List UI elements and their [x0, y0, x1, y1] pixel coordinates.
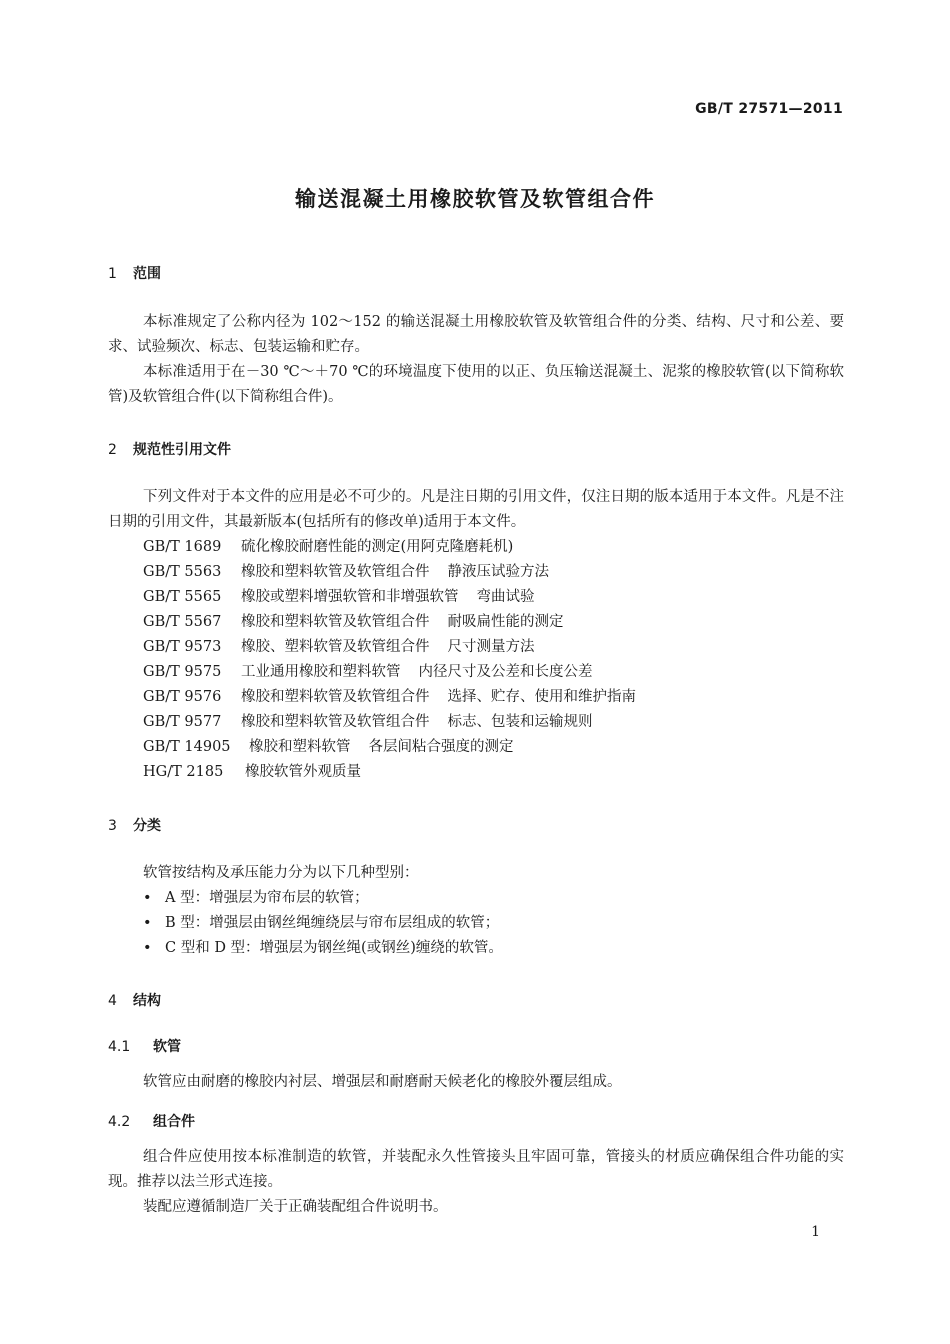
list-item — [143, 886, 369, 911]
reference-subtitle: 静液压试验方法 — [447, 564, 549, 580]
bullet-icon: • — [143, 915, 152, 931]
reference-subtitle: 内径尺寸及公差和长度公差 — [418, 664, 593, 680]
reference-item — [143, 735, 514, 760]
reference-title: 橡胶和塑料软管及软管组合件 — [241, 689, 430, 705]
reference-code: GB/T 9577 — [143, 714, 222, 730]
section-2-heading — [108, 439, 231, 459]
section-title: 范围 — [133, 266, 161, 282]
subsection-number: 4.1 — [108, 1039, 131, 1055]
reference-code: GB/T 5565 — [143, 589, 222, 605]
page-number: 1 — [811, 1224, 820, 1240]
reference-item — [143, 660, 593, 685]
reference-title: 橡胶和塑料软管 — [249, 739, 351, 755]
list-item-text: B 型：增强层由钢丝绳缠绕层与帘布层组成的软管； — [165, 915, 500, 931]
subsection-4-2-paragraph-2: 装配应遵循制造厂关于正确装配组合件说明书。 — [143, 1199, 448, 1215]
reference-code: GB/T 5563 — [143, 564, 222, 580]
list-item — [143, 936, 503, 961]
reference-subtitle: 选择、贮存、使用和维护指南 — [447, 689, 636, 705]
reference-title: 橡胶和塑料软管及软管组合件 — [241, 714, 430, 730]
reference-code: GB/T 5567 — [143, 614, 222, 630]
reference-subtitle: 弯曲试验 — [476, 589, 535, 605]
reference-subtitle: 耐吸扁性能的测定 — [447, 614, 564, 630]
section-4-heading — [108, 990, 161, 1010]
section-title: 结构 — [133, 993, 161, 1009]
reference-title: 橡胶、塑料软管及软管组合件 — [241, 639, 430, 655]
subsection-title: 软管 — [153, 1039, 181, 1055]
document-title: 输送混凝土用橡胶软管及软管组合件 — [295, 187, 655, 211]
reference-item — [143, 560, 549, 585]
reference-code: GB/T 9573 — [143, 639, 222, 655]
section-1-paragraph-1: 本标准规定了公称内径为 102～152 的输送混凝土用橡胶软管及软管组合件的分类、结构、尺寸和公差、要求、试验频次、标志、包装运输和贮存。 — [108, 314, 844, 355]
reference-title: 橡胶或塑料增强软管和非增强软管 — [241, 589, 459, 605]
section-number: 3 — [108, 818, 117, 834]
section-title: 规范性引用文件 — [133, 442, 231, 458]
subsection-4-2-paragraph-1: 组合件应使用按本标准制造的软管，并装配永久性管接头且牢固可靠，管接头的材质应确保组合件功能的实现。推荐以法兰形式连接。 — [108, 1149, 844, 1190]
section-number: 1 — [108, 266, 117, 282]
reference-title: 橡胶和塑料软管及软管组合件 — [241, 614, 430, 630]
subsection-number: 4.2 — [108, 1114, 131, 1130]
bullet-icon: • — [143, 940, 152, 956]
list-item-text: C 型和 D 型：增强层为钢丝绳(或钢丝)缠绕的软管。 — [165, 940, 503, 956]
section-1-heading — [108, 263, 161, 283]
reference-title: 橡胶软管外观质量 — [245, 764, 361, 780]
subsection-4-1-text: 软管应由耐磨的橡胶内衬层、增强层和耐磨耐天候老化的橡胶外覆层组成。 — [143, 1074, 622, 1090]
subsection-title: 组合件 — [153, 1114, 195, 1130]
reference-item — [143, 535, 513, 560]
subsection-4-2-heading — [108, 1111, 195, 1131]
reference-code: GB/T 14905 — [143, 739, 231, 755]
list-item — [143, 911, 499, 936]
reference-subtitle: 尺寸测量方法 — [447, 639, 535, 655]
reference-item — [143, 585, 535, 610]
section-2-intro: 下列文件对于本文件的应用是必不可少的。凡是注日期的引用文件，仅注日期的版本适用于本文件。凡是不注日期的引用文件，其最新版本(包括所有的修改单)适用于本文件。 — [108, 489, 844, 530]
section-1-paragraph-2: 本标准适用于在－30 ℃～＋70 ℃的环境温度下使用的以正、负压输送混凝土、泥浆的橡胶软管(以下简称软管)及软管组合件(以下简称组合件)。 — [108, 364, 844, 405]
section-number: 2 — [108, 442, 117, 458]
reference-title: 工业通用橡胶和塑料软管 — [241, 664, 401, 680]
reference-subtitle: 各层间粘合强度的测定 — [368, 739, 514, 755]
list-item-text: A 型：增强层为帘布层的软管； — [165, 890, 369, 906]
reference-item — [143, 760, 361, 785]
reference-subtitle: 标志、包装和运输规则 — [447, 714, 593, 730]
standard-code: GB/T 27571—2011 — [695, 101, 843, 117]
section-3-heading — [108, 815, 161, 835]
reference-code: GB/T 9576 — [143, 689, 222, 705]
reference-code: GB/T 1689 — [143, 539, 222, 555]
reference-title: 硫化橡胶耐磨性能的测定(用阿克隆磨耗机) — [241, 539, 514, 555]
reference-code: HG/T 2185 — [143, 764, 224, 780]
section-3-intro: 软管按结构及承压能力分为以下几种型别： — [143, 865, 419, 881]
reference-item — [143, 710, 593, 735]
reference-item — [143, 610, 564, 635]
reference-item — [143, 685, 636, 710]
section-number: 4 — [108, 993, 117, 1009]
section-title: 分类 — [133, 818, 161, 834]
reference-title: 橡胶和塑料软管及软管组合件 — [241, 564, 430, 580]
reference-item — [143, 635, 535, 660]
subsection-4-1-heading — [108, 1036, 181, 1056]
bullet-icon: • — [143, 890, 152, 906]
reference-code: GB/T 9575 — [143, 664, 222, 680]
